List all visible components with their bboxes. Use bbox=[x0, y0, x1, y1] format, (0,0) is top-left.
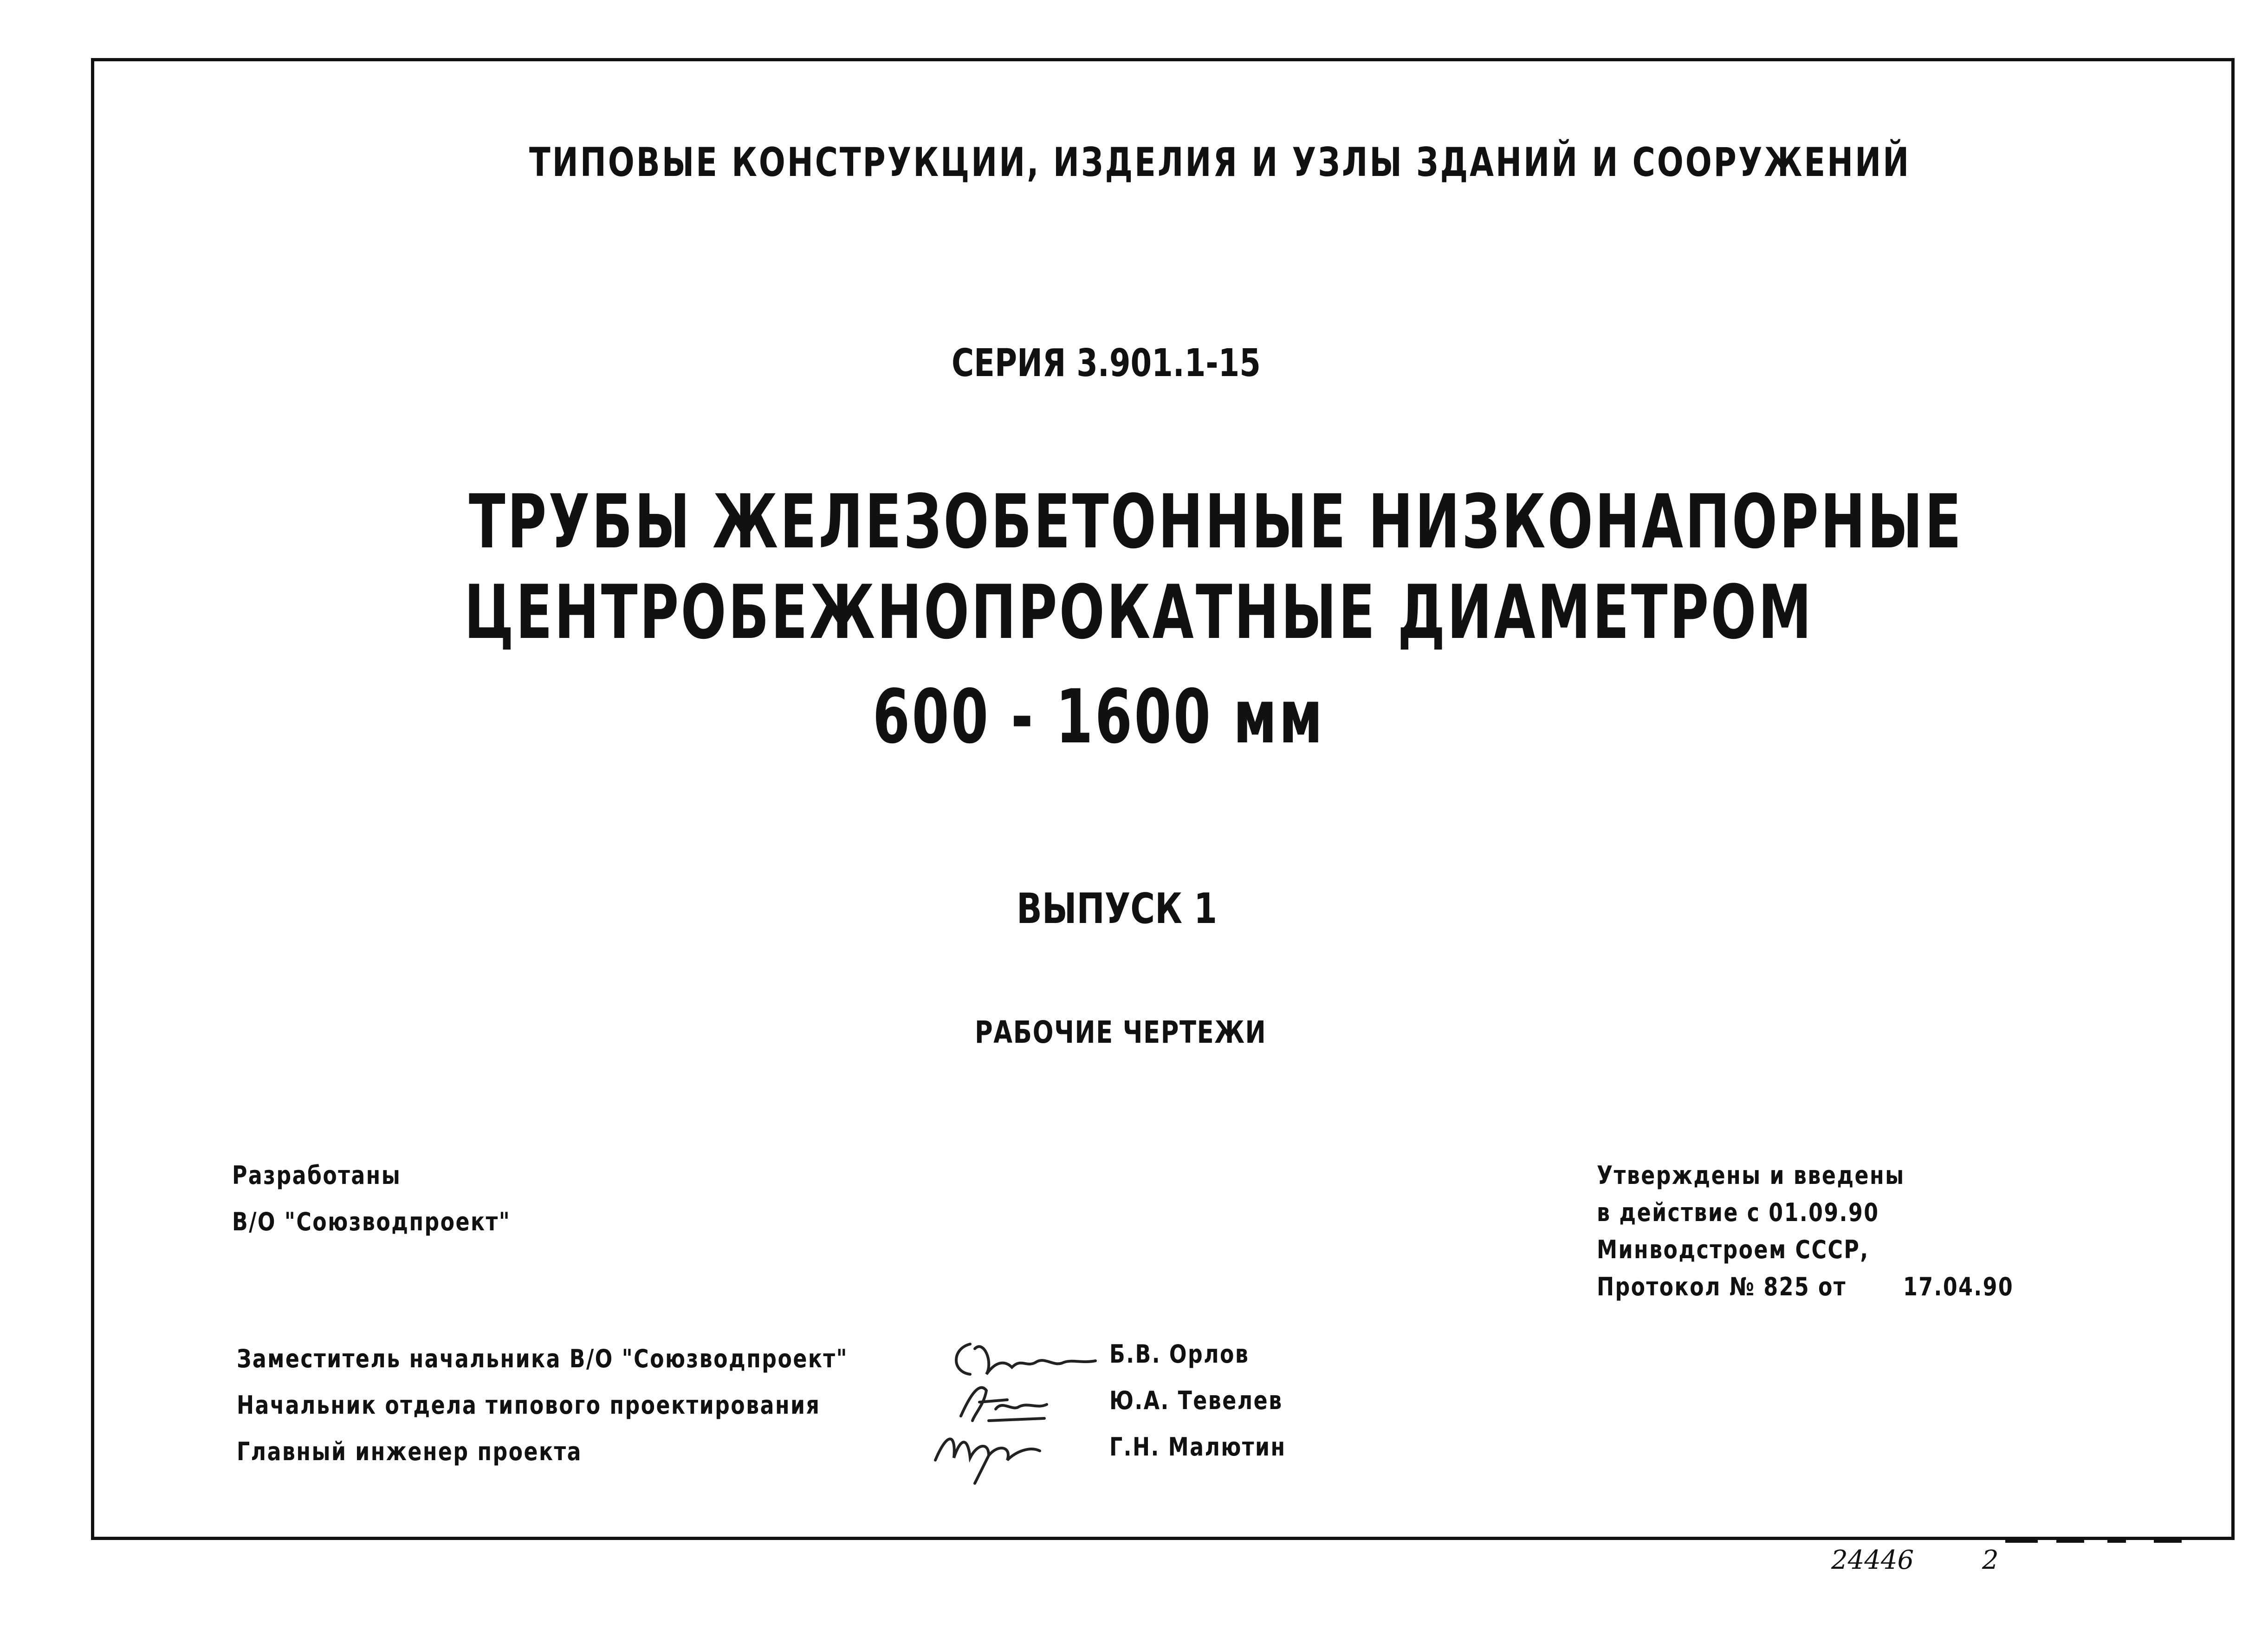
drawing-frame bbox=[91, 58, 2235, 1540]
frame-dash bbox=[2107, 1540, 2126, 1543]
approval-protocol-date: 17.04.90 bbox=[1903, 1272, 2014, 1301]
signatory-position: Главный инженер проекта bbox=[237, 1437, 583, 1466]
page-number: 2 bbox=[1982, 1545, 1999, 1575]
main-title-line-1: ТРУБЫ ЖЕЛЕЗОБЕТОННЫЕ НИЗКОНАПОРНЫЕ bbox=[469, 478, 1963, 565]
approval-line-3: Минводстроем СССР, bbox=[1597, 1235, 1869, 1264]
developer-label: Разработаны bbox=[232, 1161, 402, 1190]
series-number: СЕРИЯ 3.901.1-15 bbox=[952, 341, 1261, 385]
archive-stamp-number: 24446 bbox=[1831, 1545, 1914, 1575]
signatory-name: Г.Н. Малютин bbox=[1109, 1432, 1286, 1462]
frame-dash bbox=[2005, 1540, 2038, 1543]
signatory-position: Начальник отдела типового проектирования bbox=[237, 1391, 821, 1420]
main-title-line-2: ЦЕНТРОБЕЖНОПРОКАТНЫЕ ДИАМЕТРОМ bbox=[464, 569, 1814, 656]
handwritten-signature bbox=[924, 1418, 1054, 1488]
issue-subtitle: РАБОЧИЕ ЧЕРТЕЖИ bbox=[975, 1014, 1267, 1050]
main-title-line-3: 600 - 1600 мм bbox=[873, 673, 1325, 760]
approval-protocol: Протокол № 825 от bbox=[1597, 1272, 1847, 1301]
developer-org: В/О "Союзводпроект" bbox=[232, 1207, 511, 1236]
signatory-name: Б.В. Орлов bbox=[1109, 1339, 1250, 1369]
category-heading: ТИПОВЫЕ КОНСТРУКЦИИ, ИЗДЕЛИЯ И УЗЛЫ ЗДАНИЙ И СООРУЖЕНИЙ bbox=[529, 139, 1911, 186]
signatory-position: Заместитель начальника В/О "Союзводпроект" bbox=[237, 1344, 849, 1373]
frame-dash bbox=[2154, 1540, 2182, 1543]
frame-dash bbox=[2056, 1540, 2084, 1543]
approval-line-1: Утверждены и введены bbox=[1597, 1161, 1905, 1190]
approval-line-2: в действие с 01.09.90 bbox=[1597, 1198, 1879, 1227]
signatory-name: Ю.А. Тевелев bbox=[1109, 1386, 1283, 1415]
issue-label: ВЫПУСК 1 bbox=[1017, 884, 1218, 933]
